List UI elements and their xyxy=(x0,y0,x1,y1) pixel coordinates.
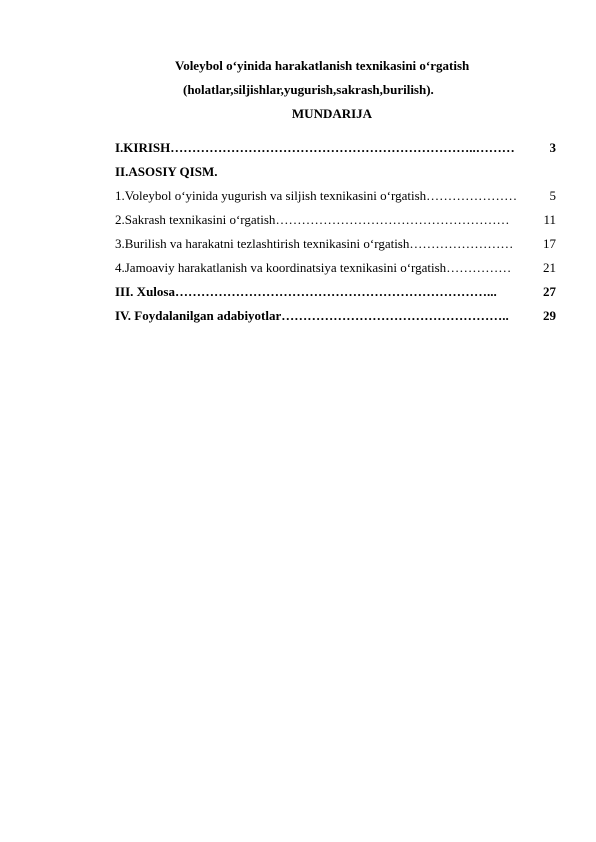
table-of-contents xyxy=(115,136,556,328)
toc-entry-leader: ………………………………………………………………... xyxy=(174,284,497,299)
toc-entry-label: 3.Burilish va harakatni tezlashtirish texnikasini o‘rgatish xyxy=(115,236,410,251)
toc-entry-page: 11 xyxy=(543,212,556,227)
toc-entry xyxy=(115,280,556,304)
toc-entry xyxy=(115,208,556,232)
toc-entry xyxy=(115,184,556,208)
toc-entry xyxy=(115,232,556,256)
toc-entry-page: 17 xyxy=(543,236,556,251)
toc-entry-leader: ……………………………………………… xyxy=(275,212,510,227)
toc-entry xyxy=(115,136,556,160)
toc-entry-label: 4.Jamoaviy harakatlanish va koordinatsiya texnikasini o‘rgatish xyxy=(115,260,447,275)
toc-entry-page: 5 xyxy=(549,188,556,203)
toc-entry-label: 2.Sakrash texnikasini o‘rgatish xyxy=(115,212,276,227)
toc-entry-label: II.ASOSIY QISM. xyxy=(115,164,218,179)
toc-entry-leader: …………………… xyxy=(409,236,514,251)
toc-entry-page: 21 xyxy=(543,260,556,275)
toc-entry-label: III. Xulosa xyxy=(115,284,175,299)
toc-entry-leader xyxy=(217,160,556,184)
toc-entry-leader: …………………………………………….. xyxy=(281,308,509,323)
toc-entry xyxy=(115,304,556,328)
document-title: Voleybol o‘yinida harakatlanish texnikasini o‘rgatish xyxy=(175,58,470,73)
toc-entry-page: 29 xyxy=(543,308,556,323)
contents-heading: MUNDARIJA xyxy=(291,106,373,121)
toc-entry-page: 27 xyxy=(543,284,556,299)
toc-entry-leader: ………………… xyxy=(426,188,518,203)
toc-entry-page: 3 xyxy=(549,140,556,155)
toc-entry-leader: …………… xyxy=(446,260,512,275)
toc-entry-label: 1.Voleybol o‘yinida yugurish va siljish texnikasini o‘rgatish xyxy=(115,188,427,203)
toc-entry xyxy=(115,256,556,280)
toc-entry xyxy=(115,160,556,184)
document-subtitle: (holatlar,siljishlar,yugurish,sakrash,burilish). xyxy=(183,82,434,97)
toc-entry-label: I.KIRISH xyxy=(115,140,171,155)
toc-entry-label: IV. Foydalanilgan adabiyotlar xyxy=(115,308,282,323)
toc-entry-leader: ……………………………………………………………..……… xyxy=(170,140,515,155)
